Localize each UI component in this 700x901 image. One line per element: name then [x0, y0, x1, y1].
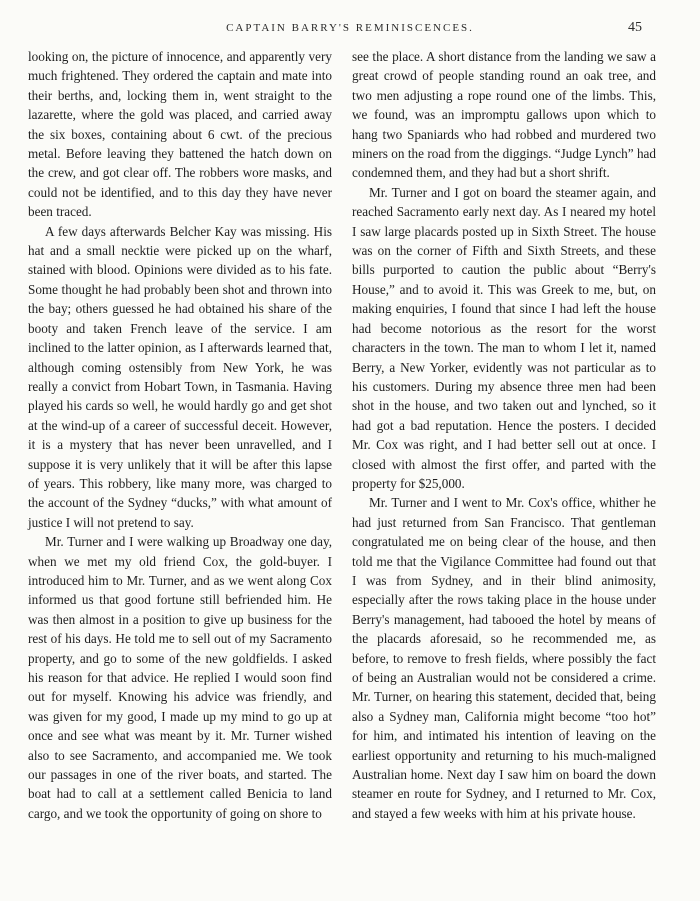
paragraph: Mr. Turner and I got on board the steamer again, and reached Sacramento early next day. As I neared my hotel I saw large placards posted up in Sixth Street. The house was on the corner of Fifth and Sixth Streets, and these bills purported to caution the public about “Berry's House,” and to avoid it. This was Greek to me, but, on making enquiries, I found that since I had left the house had become notorious as the resort for the worst characters in the town. The man to whom I let it, named Berry, a New Yorker, evidently was not particular as to his customers. During my absence three men had been shot in the house, and two taken out and lynched, so it had got a bad reputation. Hence the posters. I decided Mr. Cox was right, and I had better sell out at once. I closed with almost the first offer, and parted with the property for $25,000.: [352, 184, 656, 491]
paragraph: A few days afterwards Belcher Kay was missing. His hat and a small necktie were picked up on the wharf, stained with blood. Opinions were divided as to his fate. Some thought he had probably been shot and thrown into the bay; others guessed he had obtained his share of the booty and taken French leave of the service. I am inclined to the latter opinion, as I afterwards learned that, although coming ostensibly from New York, he was really a convict from Hobart Town, in Tasmania. Having played his cards so well, he would hardly go and get shot at the wind-up of a career of successful deceit. However, it is a mystery that has never been unravelled, and I suppose it is very unlikely that it will be after this lapse of years. This robbery, like many more, was charged to the account of the Sydney “ducks,” with what amount of justice I will not pretend to say.: [28, 223, 332, 530]
paragraph: see the place. A short distance from the landing we saw a great crowd of people standing round an oak tree, and two men adjusting a rope round one of the limbs. This, we found, was an impromptu gallows upon which to hang two Spaniards who had robbed and murdered two miners on the road from the diggings. “Judge Lynch” had condemned them, and they had but a short shrift.: [352, 49, 656, 181]
paragraph: looking on, the picture of innocence, and apparently very much frightened. They ordered the captain and mate into their berths, and, locking them in, went straight to the lazarette, where the gold was placed, and carried away the six boxes, containing about 6 cwt. of the precious metal. Before leaving they battened the hatch down on the crew, and got clear off. The robbers wore masks, and could not be identified, and to this day they have never been traced.: [28, 49, 332, 220]
paragraph: Mr. Turner and I went to Mr. Cox's office, whither he had just returned from San Francisco. That gentleman congratulated me on being clear of the house, and then told me that the Vigilance Committee had found out that I was from Sydney, and in their blind animosity, especially after the rows taking place in the house under Berry's management, had tabooed the hotel by means of the placards aforesaid, so he recommended me, as before, to remove to fresh fields, where possibly the fact of being an Australian would not be considered a crime. Mr. Turner, on hearing this statement, decided that, being also a Sydney man, California might become “too hot” for him, and intimated his intention of leaving on the earliest opportunity and returning to his much-maligned Australian home. Next day I saw him on board the down steamer en route for Sydney, and I returned to Mr. Cox, and stayed a few weeks with him at his private house.: [352, 495, 656, 821]
page-header: [0, 22, 700, 42]
left-column: [28, 47, 332, 823]
running-title: CAPTAIN BARRY'S REMINISCENCES.: [226, 22, 474, 34]
right-column: [352, 47, 656, 823]
page-number: 45: [628, 20, 642, 35]
paragraph: Mr. Turner and I were walking up Broadway one day, when we met my old friend Cox, the gold-buyer. I introduced him to Mr. Turner, and as we went along Cox informed us that good fortune still befriended him. He was then almost in a position to give up business for the rest of his days. He told me to sell out of my Sacramento property, and go to some of the new goldfields. I asked his reason for that advice. He replied I would soon find out for myself. Knowing his advice was friendly, and was given for my good, I made up my mind to go up at once and see what was meant by it. Mr. Turner wished also to see Sacramento, and accompanied me. We took our passages in one of the river boats, and started. The boat had to call at a settlement called Benicia to land cargo, and we took the opportunity of going on shore to: [28, 534, 332, 821]
